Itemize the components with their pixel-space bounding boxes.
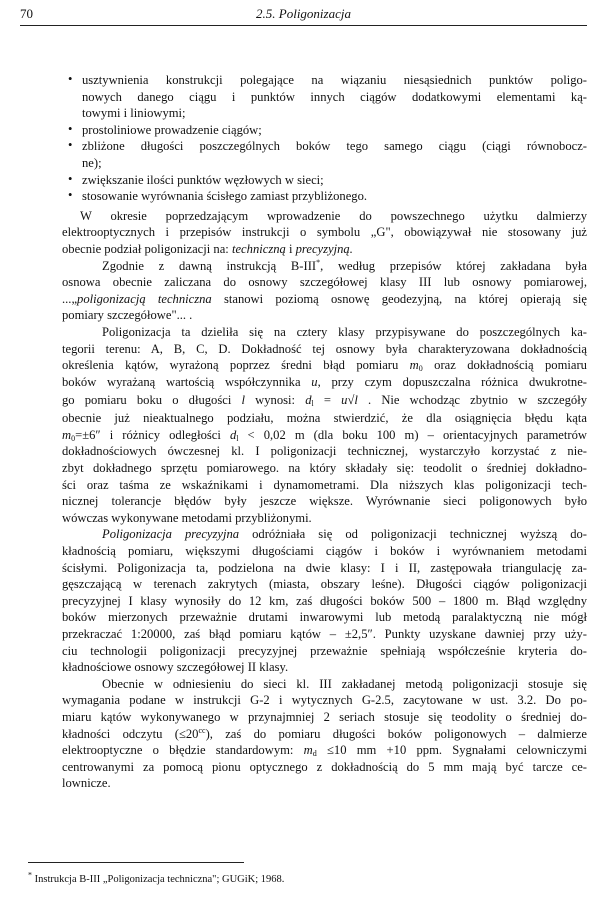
paragraph	[62, 526, 587, 675]
text-line	[82, 138, 587, 155]
text-segment: oraz dokładnością pomiaru	[422, 358, 587, 373]
text-segment: elektrooptycznych i przepisów instrukcji o symbolu „G", obowiązywał nie stosowany już	[62, 225, 587, 240]
text-segment: usztywnienia konstrukcji polegające na wiązaniu niesąsiednich punktów poligo-	[82, 73, 587, 87]
text-segment: pomiary szczegółowe"... .	[62, 308, 193, 323]
text-line	[62, 775, 587, 792]
text-line	[62, 726, 587, 743]
text-segment: stosowanie wyrównania ścisłego zamiast przybliżonego.	[82, 189, 368, 204]
text-segment: tegorii terenu: A, B, C, D. Dokładność tej osnowy była charakteryzowana dokładnością	[62, 341, 587, 356]
text-line	[62, 443, 587, 460]
text-segment: Poligonizacja ta dzieliła się na cztery klasy przypisywane do poszczególnych ka-	[102, 324, 587, 339]
footnote-mark: *	[28, 870, 32, 880]
text-segment: go pomiaru boku o długości	[62, 393, 242, 408]
text-line	[62, 609, 587, 626]
text-line	[62, 241, 587, 258]
text-segment: u	[341, 393, 348, 408]
text-line	[62, 374, 587, 391]
text-line	[62, 477, 587, 494]
text-segment: boków wyrażaną wartością współczynnika	[62, 374, 312, 389]
text-segment: zwiększanie ilości punktów węzłowych w sieci;	[82, 172, 324, 187]
text-line	[62, 576, 587, 593]
text-segment: i	[285, 241, 296, 256]
text-segment: zbliżone długości poszczególnych boków tego samego ciągu (ciągi równobocz-	[82, 139, 587, 154]
text-segment: Poligonizacja precyzyjna	[102, 527, 240, 542]
text-segment: , według przepisów której zakładana była	[320, 258, 587, 273]
text-line	[62, 493, 587, 510]
text-segment: ści oraz taśma ze wskaźnikami i dynamometrami. Dla niższych klas poligonizacji tech-	[62, 477, 587, 492]
text-segment: Zgodnie z dawną instrukcją B-III	[102, 258, 317, 273]
text-line	[62, 759, 587, 776]
text-line	[62, 659, 587, 676]
text-segment: określenia kątów, wyrażoną poprzez średni błąd pomiaru	[62, 358, 410, 373]
bullet-icon: •	[68, 72, 73, 86]
text-segment: elektrooptyczne o błędzie standardowym:	[62, 743, 304, 758]
text-line	[62, 526, 587, 543]
text-segment: stanowi poziomą osnowę geodezyjną, na której opierają się	[211, 291, 587, 306]
text-segment: ścisłymi. Poligonizacja ta, podzielona na dwie klasy: I i II, zastępowała triangulację za-	[62, 560, 587, 575]
text-segment: < 0,02 m (dla boku 100 m) – orientacyjnych parametrów	[238, 427, 587, 442]
text-segment: centrowanymi za pomocą pionu optycznego z dokładnością do 5 mm mają być tarcze ce-	[62, 759, 587, 774]
text-line	[62, 676, 587, 693]
bullet-icon: •	[68, 188, 73, 203]
text-segment: dokładnościowych ówczesnej kl. I poligonizacji technicznej, wystarczyło korzystać z nie-	[62, 444, 587, 459]
text-segment: wówczas wykonywane metodami przybliżonymi.	[62, 510, 312, 525]
text-line	[62, 324, 587, 341]
text-segment: 0	[418, 364, 423, 374]
paragraph	[62, 208, 587, 258]
bullet-icon: •	[68, 138, 73, 153]
text-segment: cc	[198, 725, 206, 735]
bullet-icon: •	[68, 171, 73, 186]
text-segment: m	[409, 358, 419, 373]
text-segment: *	[316, 257, 321, 267]
text-segment: u	[311, 374, 318, 389]
text-segment: osnowa obecnie zaliczana do osnowy szczegółowej klasy III lub osnowy pomiarowej,	[62, 275, 587, 290]
text-line	[62, 410, 587, 427]
text-line	[82, 72, 587, 89]
paragraph	[62, 324, 587, 527]
text-segment: l	[354, 393, 358, 408]
text-segment: ), zaś do pomiaru długości boków poligonowych – dalmierze	[205, 726, 587, 741]
text-segment: W okresie poprzedzającym wprowadzenie do powszechnego użytku dalmierzy	[80, 208, 587, 223]
text-line	[62, 593, 587, 610]
text-line	[62, 357, 587, 374]
running-header	[20, 4, 587, 24]
text-line	[62, 692, 587, 709]
text-segment: poligonizacją techniczna	[77, 291, 212, 306]
text-line	[82, 172, 587, 189]
text-segment: l	[311, 399, 314, 409]
bullet-item	[62, 172, 587, 189]
text-segment: zbyt dokładnego sprzętu pomiarowego. na który składały się: teodolit o średniej dokładno-	[62, 461, 587, 476]
header-rule	[20, 25, 587, 26]
text-segment: 0	[71, 433, 76, 443]
text-segment: l	[241, 393, 245, 408]
text-segment: techniczną	[231, 241, 286, 256]
text-line	[62, 543, 587, 560]
text-segment: towymi i liniowymi;	[82, 106, 186, 121]
text-segment: precyzyjną.	[295, 241, 353, 256]
text-segment: boków mierzonych przeważnie drutami inwarowymi lub metodą paralaktyczną nie mógł	[62, 610, 587, 625]
text-segment: d	[229, 427, 237, 442]
text-segment: obecnie już nieaktualnego podziału, można stwierdzić, że dla osiągnięcia błędu kąta	[62, 411, 587, 426]
paragraph	[62, 676, 587, 792]
bullet-item	[62, 138, 587, 171]
text-segment: kładnościowe osnowy szczegółowej II klasy.	[62, 660, 289, 675]
text-segment: gęszczającą w terenach zakrytych (miasta, obszary leśne). Długości ciągów poligonizacji	[62, 577, 587, 592]
paragraph	[62, 258, 587, 324]
text-line	[62, 742, 587, 759]
text-line	[62, 560, 587, 577]
text-line	[62, 274, 587, 291]
text-line	[82, 155, 587, 172]
text-segment: wymagania podane w instrukcji G-2 i wytycznych G-2.5, zacytowane w ust. 3.2. Do po-	[62, 693, 587, 708]
text-line	[82, 105, 587, 122]
text-line	[62, 291, 587, 308]
text-segment: =±6″ i różnicy odległości	[75, 427, 230, 442]
text-segment: ciu technologii poligonizacji precyzyjnej przeważnie spełniają współcześnie kryteria do-	[62, 643, 587, 658]
text-line	[62, 626, 587, 643]
running-title: 2.5. Poligonizacja	[256, 6, 351, 21]
text-segment: precyzyjnej I klasy wynosiły do 12 km, zaś długości boków 500 – 1800 m. Błąd względny	[62, 593, 587, 608]
text-line	[62, 307, 587, 324]
text-segment: m	[303, 743, 313, 758]
footnote-rule	[28, 862, 244, 863]
text-segment: nicznej tolerancje błędów były jeszcze większe. Wyrównanie sieci poligonowych było	[62, 494, 587, 509]
text-segment: =	[313, 393, 342, 408]
text-line	[82, 122, 587, 139]
footnote-text: Instrukcja B-III „Poligonizacja techniczna"; GUGiK; 1968.	[34, 874, 285, 885]
text-segment: prostoliniowe prowadzenie ciągów;	[82, 122, 262, 137]
bullet-item	[62, 122, 587, 139]
text-segment: przekraczać 1:20000, zaś błąd pomiaru kątów – ±2,5″. Punkty uzyskane dawniej przy uży-	[62, 627, 587, 641]
bullet-item	[62, 188, 587, 205]
text-segment: lownicze.	[62, 776, 111, 791]
bullet-icon: •	[68, 121, 73, 136]
text-line	[62, 643, 587, 660]
text-line	[62, 258, 587, 275]
text-segment: kładności odczytu (≤20	[62, 726, 199, 741]
text-segment: odróżniała się od poligonizacji technicznej wyższą do-	[239, 527, 587, 542]
text-line	[82, 89, 587, 106]
text-line	[62, 460, 587, 477]
text-segment: Obecnie w odniesieniu do sieci kl. III zakładanej metodą poligonizacji stosuje się	[102, 676, 587, 691]
text-line	[62, 390, 587, 410]
text-segment: . Nie wchodząc zbytnio w szczegóły	[357, 393, 587, 408]
bullet-item	[62, 72, 587, 122]
text-segment: d	[312, 749, 317, 759]
text-segment: √	[347, 393, 355, 408]
text-segment: obecnie podział poligonizacji na:	[62, 241, 232, 256]
text-segment: wynosi:	[245, 393, 306, 408]
text-segment: miaru kątów wykonywanego w przynajmniej 2 seriach stosuje się teodolity o średniej do-	[62, 709, 587, 724]
text-segment: m	[62, 427, 72, 442]
text-line	[62, 224, 587, 241]
text-segment: ne);	[82, 155, 102, 170]
page-number: 70	[20, 6, 33, 21]
text-line	[62, 208, 587, 225]
text-line	[82, 188, 587, 205]
text-segment: nowych danego ciągu i punktów innych ciągów dodatkowymi elementami ką-	[82, 89, 587, 104]
text-line	[62, 510, 587, 527]
text-line	[62, 341, 587, 358]
text-segment: l	[236, 433, 239, 443]
footnote	[28, 870, 285, 885]
text-segment: d	[305, 393, 312, 408]
text-segment: kładnością pomiaru, większymi długościami ciągów i boków i wyrównaniem metodami	[62, 544, 587, 559]
text-segment: ≤10 mm +10 ppm. Sygnałami celowniczymi	[316, 743, 587, 758]
main-text	[62, 72, 587, 792]
text-line	[62, 709, 587, 726]
text-segment: , przy czym dopuszczalna różnica dwukrotne-	[317, 374, 588, 389]
text-segment: ...„	[62, 291, 78, 306]
text-line	[62, 427, 587, 444]
